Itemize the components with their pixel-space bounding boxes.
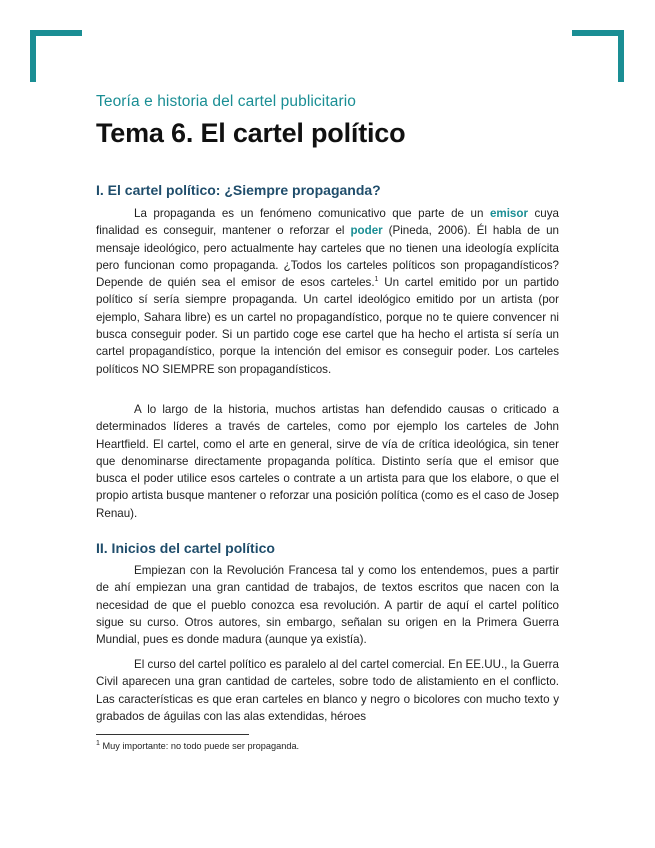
corner-decoration-top-left <box>30 30 82 82</box>
footnote-divider <box>96 734 249 735</box>
section-heading-2: II. Inicios del cartel político <box>96 540 275 556</box>
paragraph-text: Un cartel emitido por un partido político sí sería siempre propaganda. Un cartel ideológico emitido por un artista (por ejemplo, Sahara libre) es un cartel no propagandístico, porque no te quiere convencer ni busca conseguir poder. Si un partido coge ese cartel que ha hecho el artista sí sería un cartel propagandístico, porque la intención del emisor es conseguir poder. Los carteles políticos NO SIEMPRE son propagandísticos. <box>96 276 559 376</box>
document-subtitle: Teoría e historia del cartel publicitario <box>96 93 356 110</box>
footnote-number: 1 <box>96 739 100 747</box>
footnote <box>96 741 299 751</box>
paragraph-text: cuya finalidad es conseguir, mantener o reforzar el <box>96 207 559 238</box>
paragraph-text: (Pineda, 2006). Él habla de un mensaje ideológico, pero actualmente hay carteles que no tienen una ideología explícita pero funcionan como propaganda. ¿Todos los carteles políticos son propagandísticos? Depende de quién sea el emisor de esos carteles. <box>96 224 559 290</box>
footnote-reference: 1 <box>374 276 379 284</box>
footnote-text: Muy importante: no todo puede ser propaganda. <box>99 741 300 751</box>
paragraph-1 <box>96 205 559 378</box>
keyword-emisor: emisor <box>489 207 528 220</box>
keyword-poder: poder <box>350 224 383 238</box>
paragraph-3: Empiezan con la Revolución Francesa tal y como los entendemos, pues a partir de ahí empiezan una gran cantidad de trabajos, de textos escritos que nacen con la necesidad de que el pueblo conozca esa revolución. A partir de aquí el cartel político sigue su curso. Otros autores, sin embargo, señalan su origen en la Primera Guerra Mundial, pues es donde madura (aunque ya existía). <box>96 564 559 647</box>
paragraph-4: El curso del cartel político es paralelo al del cartel comercial. En EE.UU., la Guerra Civil aparecen una gran cantidad de carteles, sobre todo de alistamiento en el conflicto. Las características es que eran carteles en blanco y negro o bicolores con mucho texto y grabados de águilas con las alas extendidas, héroes <box>96 658 559 723</box>
paragraph-2: A lo largo de la historia, muchos artistas han defendido causas o criticado a determinados líderes a través de carteles, como por ejemplo los carteles de John Heartfield. El cartel, como el arte en general, sirve de vía de crítica ideológica, sin tener que denominarse directamente propaganda política. Distinto sería que el emisor que busca el poder utilice esos carteles o contrate a un artista para que los elabore, o que el propio artista busque mantener o reforzar una posición política (como es el caso de Josep Renau). <box>96 403 559 520</box>
corner-decoration-top-right <box>572 30 624 82</box>
paragraph-text: La propaganda es un fenómeno comunicativo que parte de un <box>134 207 490 220</box>
section-heading-1: I. El cartel político: ¿Siempre propaganda? <box>96 182 381 198</box>
page-title: Tema 6. El cartel político <box>96 118 406 148</box>
